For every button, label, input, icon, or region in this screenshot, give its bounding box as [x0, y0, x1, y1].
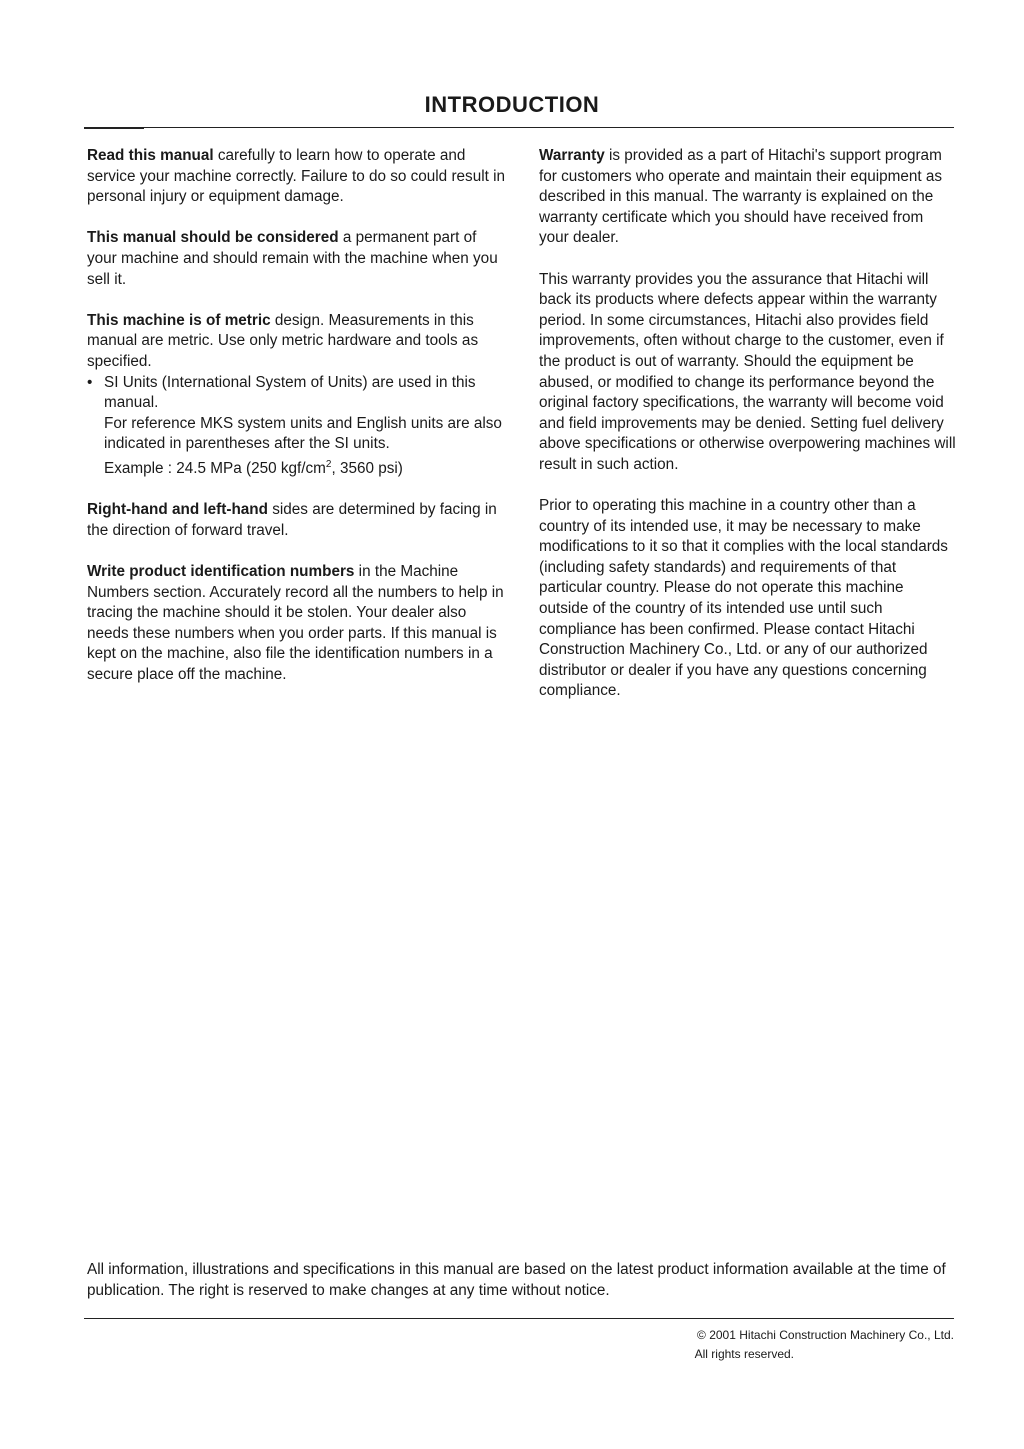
right-column [539, 146, 957, 723]
paragraph-lead: Right-hand and left-hand [87, 501, 268, 519]
header-rule [84, 127, 954, 128]
example-superscript: 2 [325, 458, 332, 470]
page-title: INTRODUCTION [424, 92, 600, 117]
bullet-text: SI Units (International System of Units) are used in this manual. [104, 373, 476, 412]
paragraph-lead: Read this manual [87, 147, 214, 164]
paragraph-metric [87, 311, 507, 480]
footer-rule [84, 1318, 954, 1319]
paragraph-lead: Warranty [539, 147, 605, 164]
bullet-si-units [87, 373, 507, 414]
paragraph-warranty [539, 146, 957, 249]
example-text: Example : 24.5 MPa (250 kgf/cm [104, 460, 326, 477]
paragraph-identification-numbers [87, 562, 507, 686]
footer-note: All information, illustrations and specifications in this manual are based on the latest product information available at the time of publication. The right is reserved to make changes at any time without notice. [87, 1261, 946, 1299]
bullet-example [87, 455, 507, 480]
paragraph-manual-permanent [87, 228, 507, 290]
example-text-end: , 3560 psi) [331, 460, 403, 477]
paragraph-country-compliance: Prior to operating this machine in a country other than a country of its intended use, it may be necessary to make modifications to it so that it complies with the local standards (including safety standards) and requirements of that particular country. Please do not operate this machine outside of the country of its intended use until such compliance has been confirmed. Please contact Hitachi Construction Machinery Co., Ltd. or any of our authorized distributor or dealer if you have any questions concerning compliance. [539, 497, 948, 700]
paragraph-warranty-assurance: This warranty provides you the assurance that Hitachi will back its products where defects appear within the warranty period. In some circumstances, Hitachi also provides field improvements, often without charge to the customer, even if the product is out of warranty. Should the equipment be abused, or modified to change its performance beyond the original factory specifications, the warranty will become void and field improvements may be denied. Setting fuel delivery above specifications or otherwise overpowering machines will result in such action. [539, 270, 956, 473]
copyright-text: © 2001 Hitachi Construction Machinery Co., Ltd. [697, 1328, 954, 1342]
paragraph-text: in the Machine Numbers section. Accurately record all the numbers to help in tracing the machine should it be stolen. Your dealer also needs these numbers when you order parts. If this manual is kept on the machine, also file the identification numbers in a secure place off the machine. [87, 562, 504, 683]
bullet-reference-text: For reference MKS system units and English units are also indicated in parentheses after the SI units. [104, 414, 502, 453]
paragraph-read-manual [87, 146, 507, 208]
paragraph-text: carefully to learn how to operate and service your machine correctly. Failure to do so could result in personal injury or equipment damage. [87, 147, 506, 206]
paragraph-lead: Write product identification numbers [87, 562, 355, 580]
paragraph-lead: This machine is of metric [87, 311, 271, 329]
copyright-block [695, 1326, 954, 1364]
header-rule-accent [84, 127, 144, 129]
paragraph-lead: This manual should be considered [87, 229, 339, 247]
left-column [87, 146, 507, 706]
paragraph-text: is provided as a part of Hitachi's support program for customers who operate and maintain their equipment as described in this manual. The warranty is explained on the warranty certificate which you should have received from your dealer. [539, 147, 943, 247]
paragraph-text: a permanent part of your machine and should remain with the machine when you sell it. [87, 229, 498, 288]
bullet-icon: • [87, 373, 93, 391]
paragraph-text: sides are determined by facing in the direction of forward travel. [87, 501, 497, 539]
paragraph-right-left-hand [87, 500, 507, 541]
rights-text: All rights reserved. [694, 1347, 794, 1361]
paragraph-text: design. Measurements in this manual are metric. Use only metric hardware and tools as specified. [87, 311, 479, 370]
